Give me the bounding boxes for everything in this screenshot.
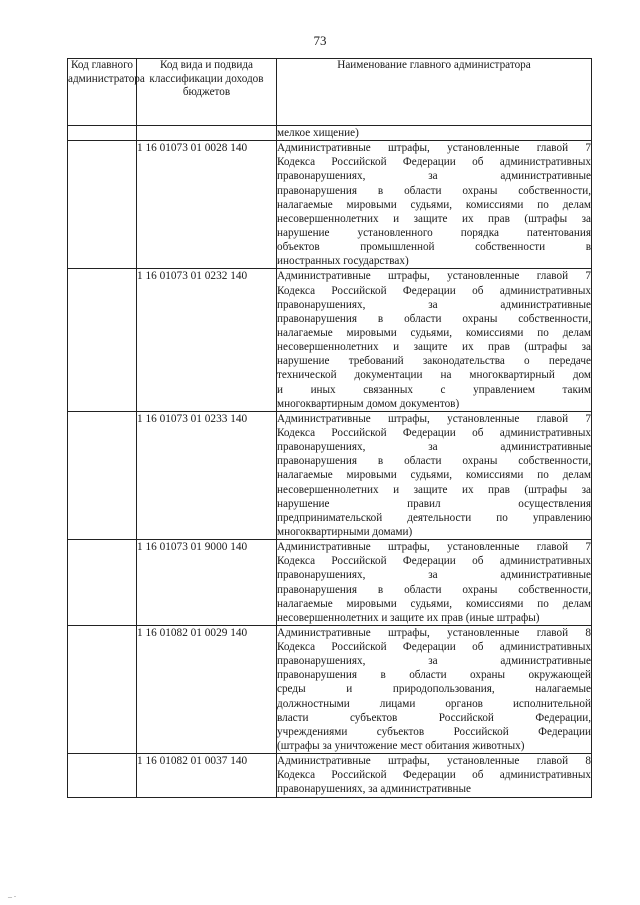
- table-row: [68, 269, 592, 411]
- income-code-cell: 1 16 01082 01 0037 140: [137, 754, 277, 797]
- admin-name-line: несовершеннолетних и защите их прав (штрафы за: [277, 212, 591, 225]
- admin-name-line: правонарушения в области охраны окружающей: [277, 669, 591, 682]
- admin-name-line: Кодекса Российской Федерации об административных: [277, 555, 591, 568]
- admin-name-line: правонарушениях, за административные: [277, 569, 591, 582]
- table-row: [68, 540, 592, 626]
- table-row: [68, 625, 592, 753]
- admin-name-line: Административные штрафы, установленные главой 8: [277, 626, 591, 639]
- income-code-cell: 1 16 01073 01 9000 140: [137, 540, 277, 626]
- admin-name-line: Кодекса Российской Федерации об административных: [277, 641, 591, 654]
- admin-name-line: власти субъектов Российской Федерации,: [277, 711, 591, 724]
- income-code-cell: 1 16 01082 01 0029 140: [137, 625, 277, 753]
- income-code-cell: 1 16 01073 01 0232 140: [137, 269, 277, 411]
- admin-name-line: предпринимательской деятельности по управлению: [277, 511, 591, 524]
- admin-name-line: несовершеннолетних и защите их прав (штрафы за: [277, 341, 591, 354]
- admin-code-cell: [68, 126, 137, 141]
- admin-name-cell: [277, 411, 592, 539]
- admin-code-cell: [68, 269, 137, 411]
- admin-name-line: правонарушения в области охраны собственности,: [277, 455, 591, 468]
- admin-code-cell: [68, 625, 137, 753]
- admin-name-line: правонарушения в области охраны собственности,: [277, 312, 591, 325]
- admin-name-line: налагаемые мировыми судьями, комиссиями по делам: [277, 326, 591, 339]
- admin-name-cell: [277, 540, 592, 626]
- admin-name-line: многоквартирным домом документов): [277, 397, 460, 410]
- admin-name-line: Административные штрафы, установленные главой 8: [277, 755, 591, 768]
- footer-mark: _ .: [8, 890, 16, 899]
- header-income-code: Код вида и подвида классификации доходов бюджетов: [137, 59, 277, 126]
- admin-name-line: Административные штрафы, установленные главой 7: [277, 270, 591, 283]
- admin-name-line: налагаемые мировыми судьями, комиссиями по делам: [277, 198, 591, 211]
- admin-name-line: Кодекса Российской Федерации об административных: [277, 156, 591, 169]
- admin-name-line: объектов промышленной собственности в: [277, 241, 591, 254]
- table-header-row: [68, 59, 592, 126]
- header-admin-name: Наименование главного администратора: [277, 59, 592, 126]
- admin-name-line: правонарушениях, за административные: [277, 170, 591, 183]
- admin-code-cell: [68, 754, 137, 797]
- header-admin-code: Код главного администратора: [68, 59, 137, 126]
- admin-code-cell: [68, 141, 137, 269]
- income-code-cell: 1 16 01073 01 0233 140: [137, 411, 277, 539]
- admin-name-line: налагаемые мировыми судьями, комиссиями по делам: [277, 469, 591, 482]
- admin-name-line: Кодекса Российской Федерации об административных: [277, 426, 591, 439]
- admin-name-line: нарушение установленного порядка патентования: [277, 226, 591, 239]
- admin-code-cell: [68, 540, 137, 626]
- admin-name-cell: [277, 754, 592, 797]
- admin-name-line: Административные штрафы, установленные главой 7: [277, 412, 591, 425]
- income-code-cell: 1 16 01073 01 0028 140: [137, 141, 277, 269]
- admin-name-line: должностными лицами органов исполнительной: [277, 697, 591, 710]
- budget-income-table: [67, 58, 592, 798]
- table-row: [68, 141, 592, 269]
- admin-name-line: правонарушениях, за административные: [277, 298, 591, 311]
- admin-name-line: нарушение требований законодательства о передаче: [277, 355, 591, 368]
- income-code-cell: [137, 126, 277, 141]
- admin-name-line: правонарушения в области охраны собственности,: [277, 184, 591, 197]
- admin-name-line: технической документации на многоквартирный дом: [277, 369, 591, 382]
- admin-name-line: несовершеннолетних и защите их прав (иные штрафы): [277, 611, 540, 624]
- admin-name-line: (штрафы за уничтожение мест обитания животных): [277, 740, 525, 753]
- admin-name-line: среды и природопользования, налагаемые: [277, 683, 591, 696]
- admin-name-line: учреждениями субъектов Российской Федерации: [277, 725, 591, 738]
- admin-name-line: правонарушениях, за административные: [277, 655, 591, 668]
- admin-name-line: налагаемые мировыми судьями, комиссиями по делам: [277, 597, 591, 610]
- admin-name-line: правонарушения в области охраны собственности,: [277, 583, 591, 596]
- admin-name-cell: [277, 625, 592, 753]
- admin-name-line: правонарушениях, за административные: [277, 441, 591, 454]
- admin-name-cell: [277, 126, 592, 141]
- admin-name-line: правонарушениях, за административные: [277, 783, 471, 796]
- admin-name-line: и иных связанных с управлением таким: [277, 383, 591, 396]
- admin-name-line: Административные штрафы, установленные главой 7: [277, 541, 591, 554]
- admin-name-line: мелкое хищение): [277, 127, 359, 139]
- admin-name-line: несовершеннолетних и защите их прав (штрафы за: [277, 483, 591, 496]
- admin-name-line: многоквартирными домами): [277, 525, 413, 538]
- admin-name-line: нарушение правил осуществления: [277, 497, 591, 510]
- admin-name-line: Административные штрафы, установленные главой 7: [277, 142, 591, 155]
- table-row: [68, 411, 592, 539]
- admin-name-line: Кодекса Российской Федерации об административных: [277, 769, 591, 782]
- admin-name-line: Кодекса Российской Федерации об административных: [277, 284, 591, 297]
- admin-name-cell: [277, 269, 592, 411]
- admin-name-line: иностранных государствах): [277, 255, 409, 268]
- table-row: [68, 754, 592, 797]
- admin-name-cell: [277, 141, 592, 269]
- admin-code-cell: [68, 411, 137, 539]
- table-row: [68, 126, 592, 141]
- page-number: 73: [313, 33, 327, 48]
